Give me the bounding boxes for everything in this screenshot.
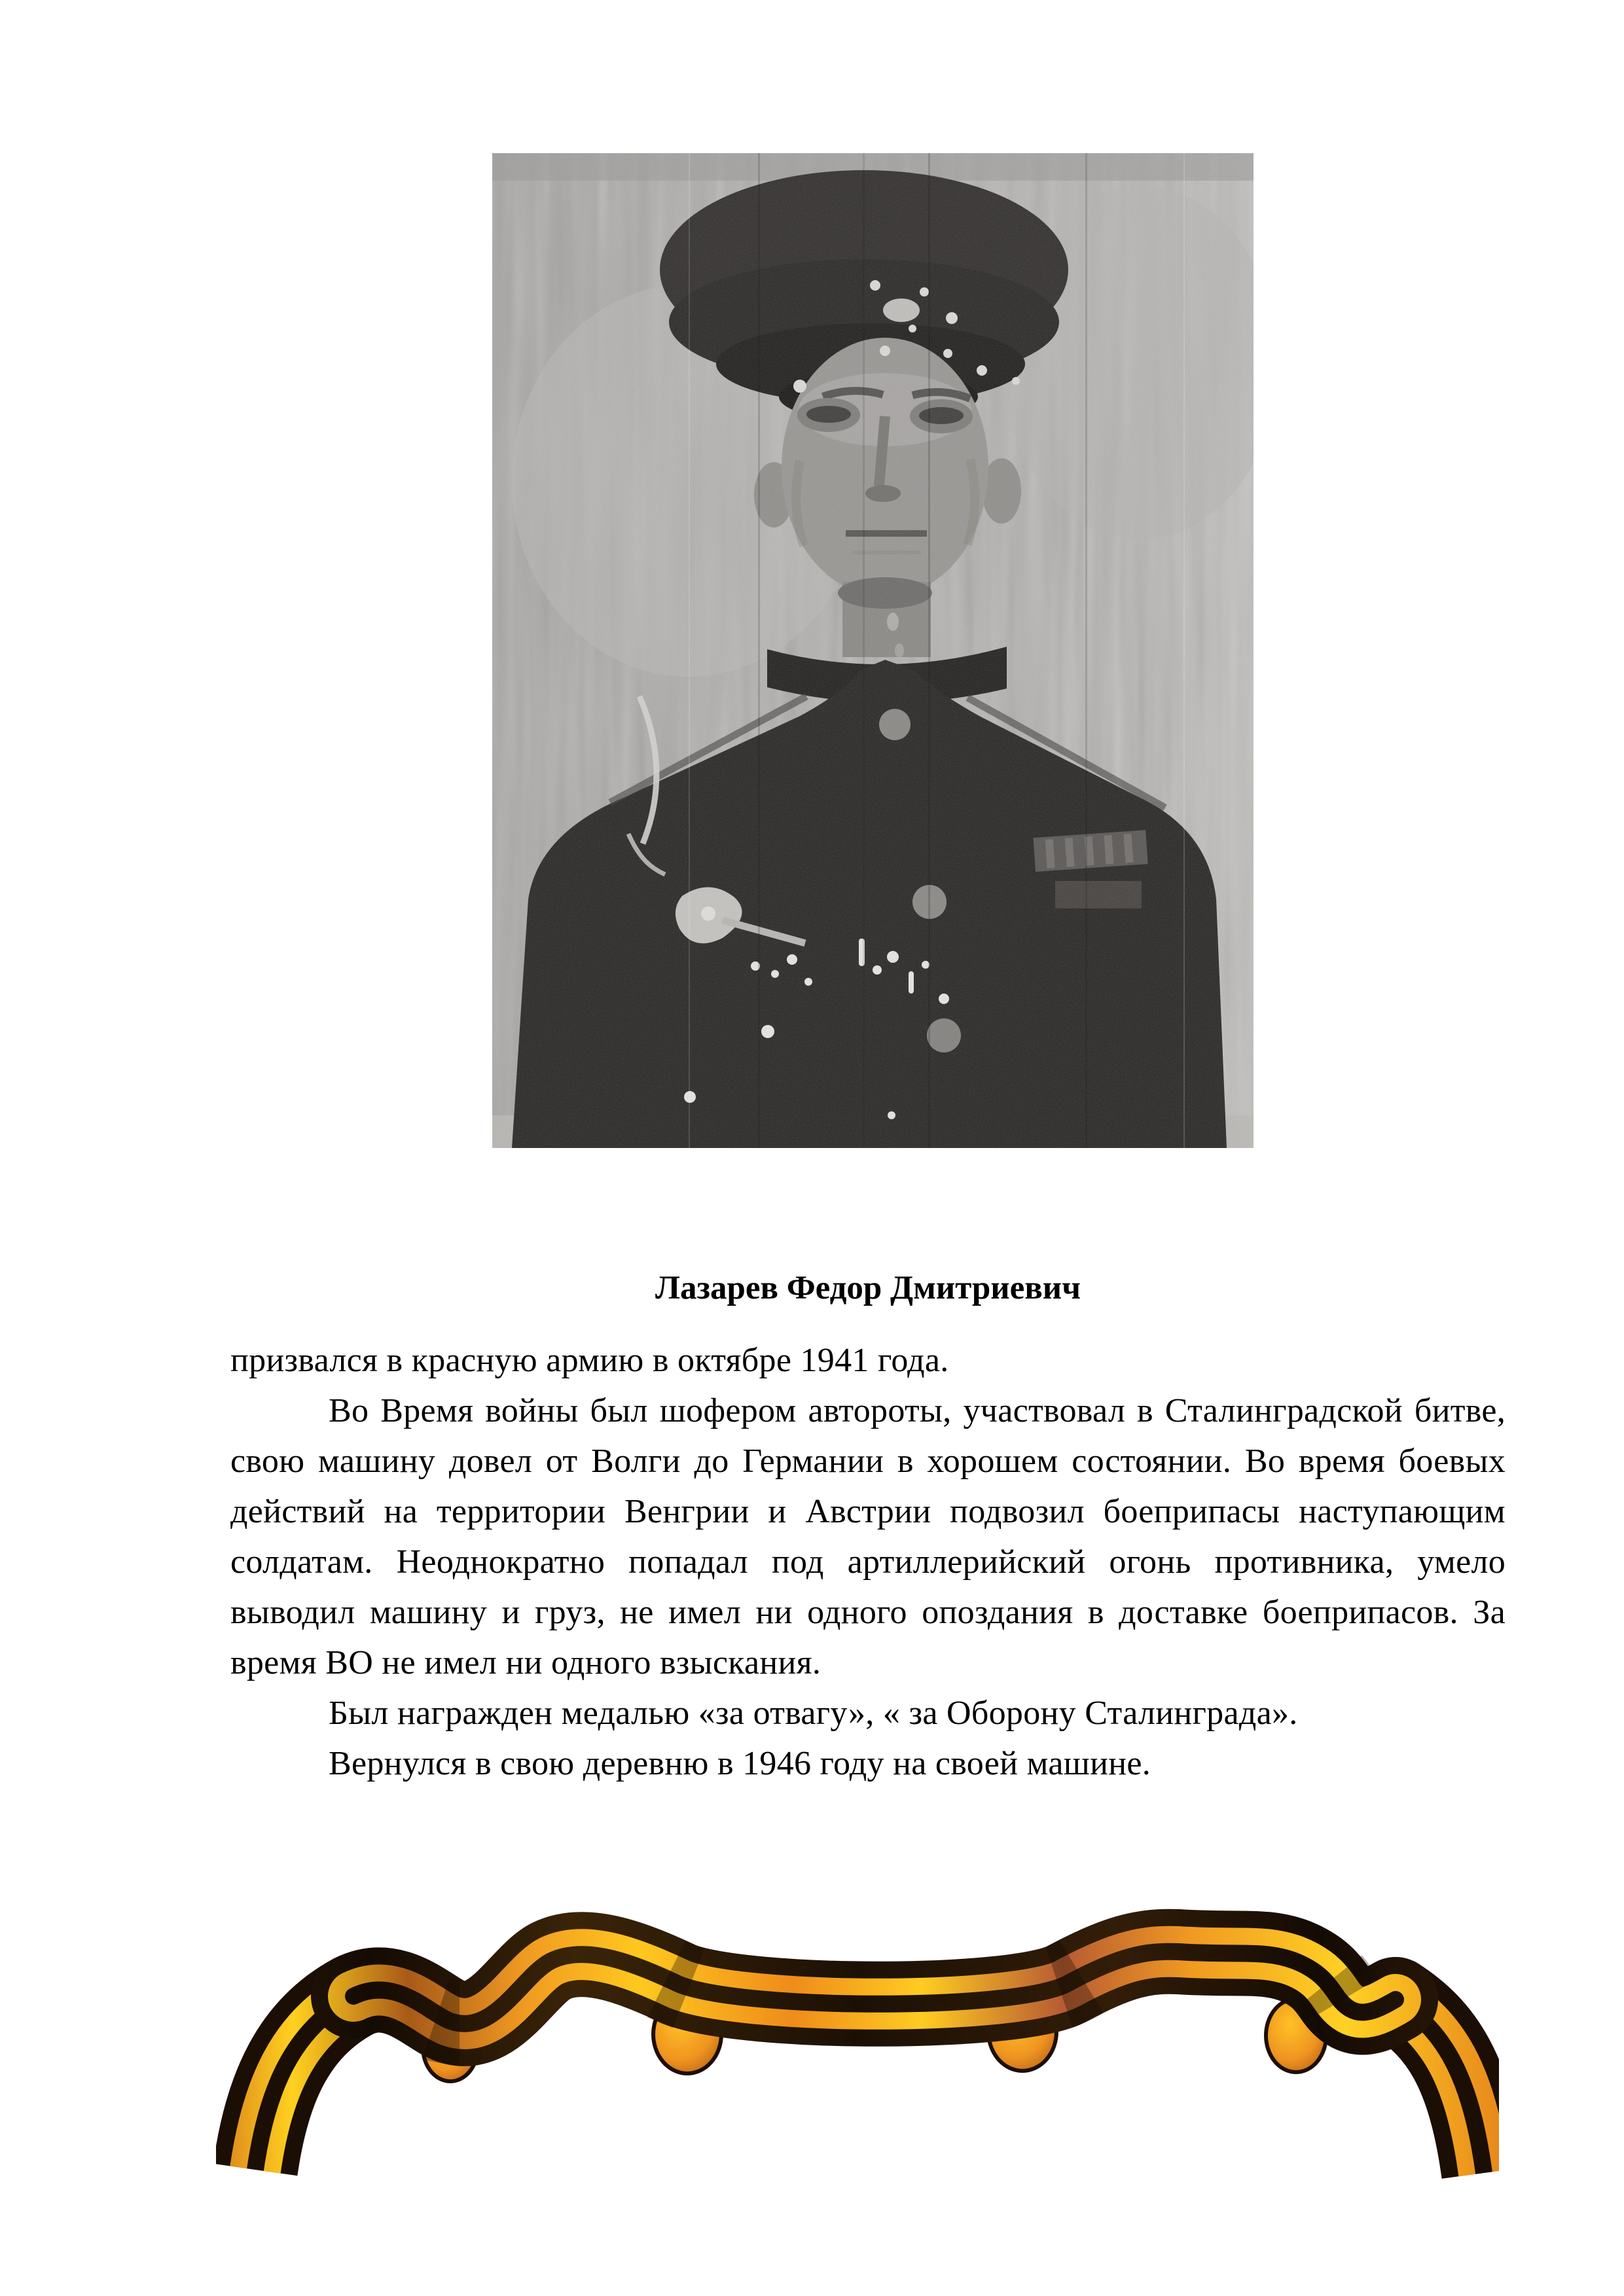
page-title: Лазарев Федор Дмитриевич (655, 1270, 1081, 1306)
paragraph-awards: Был награжден медалью «за отвагу», « за Оборону Сталинграда». (329, 1695, 1298, 1732)
paragraph-return: Вернулся в свою деревню в 1946 году на своей машине. (329, 1745, 1151, 1782)
soldier-photo (492, 153, 1254, 1148)
st-george-ribbon (216, 1872, 1499, 2199)
paragraph-war-story: Во Время войны был шофером автороты, участвовал в Сталинградской битве, свою машину довел от Волги до Германии в хорошем состоянии. Во время боевых действий на территории Венгрии и Австрии подвозил боеприпасы наступающим солдатам. Неоднократно попадал под артиллерийский огонь противника, умело выводил машину и груз, не имел ни одного опоздания в доставке боеприпасов. За время ВО не имел ни одного взыскания. (230, 1392, 1506, 1681)
paragraph-service-start: призвался в красную армию в октябре 1941 года. (230, 1342, 949, 1379)
biography-text (230, 1335, 1506, 1789)
st-george-ribbon-image (216, 1872, 1499, 2199)
soldier-photo-image (492, 153, 1254, 1148)
